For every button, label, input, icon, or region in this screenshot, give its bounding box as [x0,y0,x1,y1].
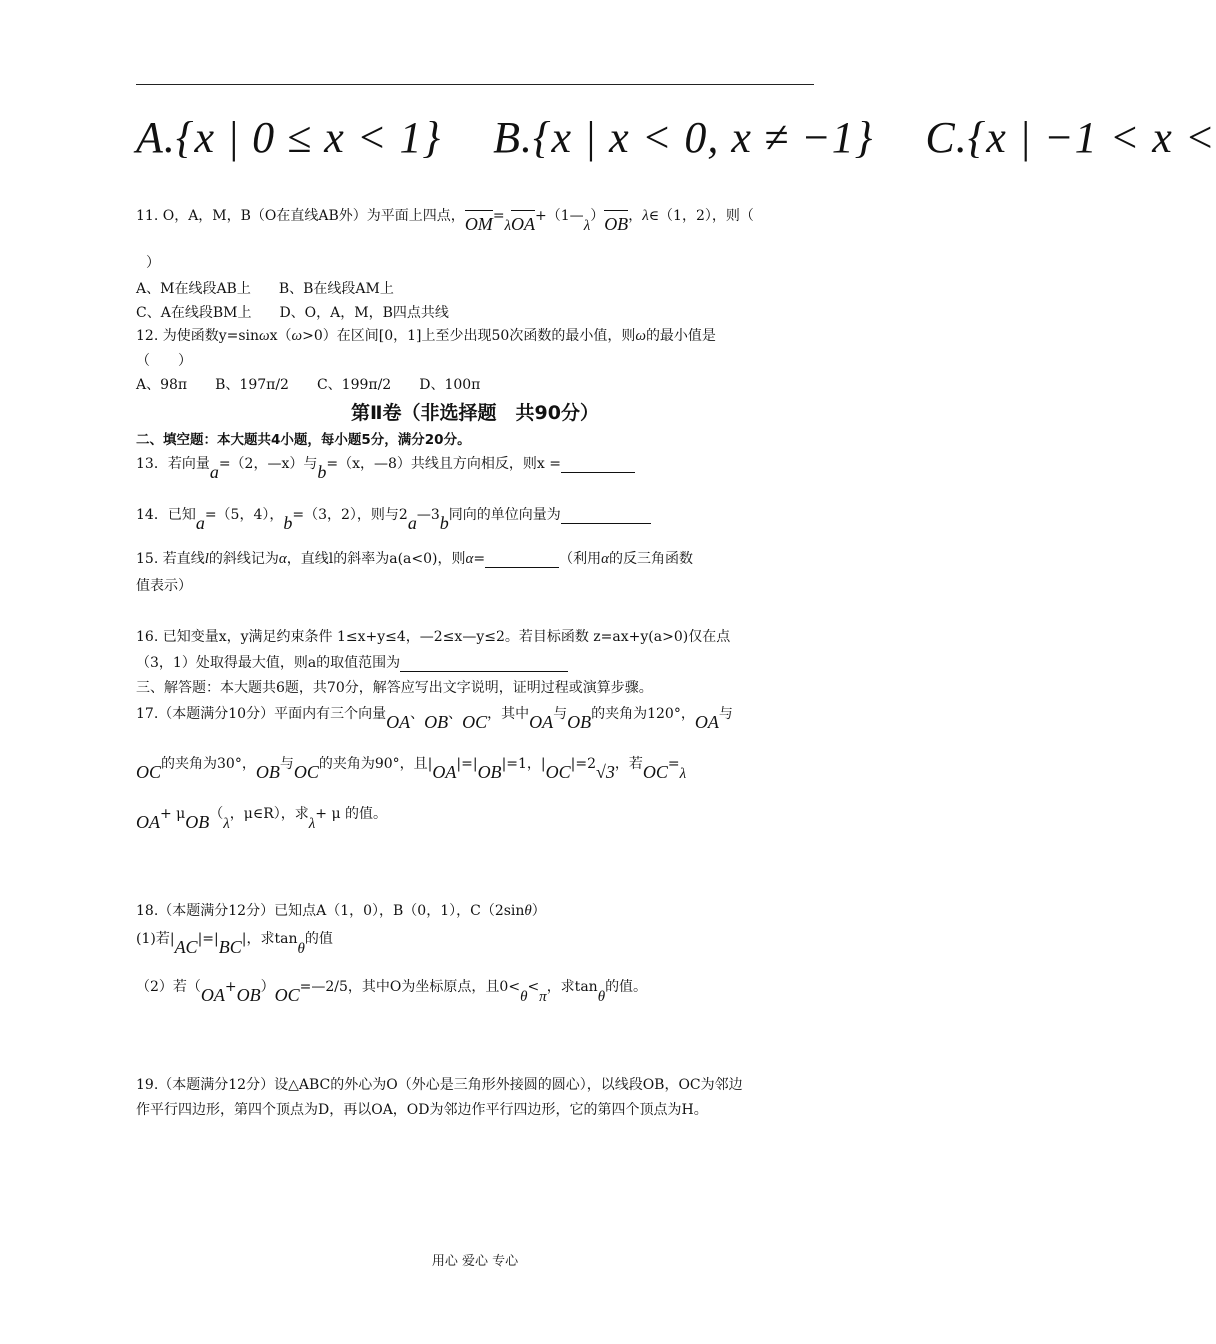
vector-a: a [209,462,219,482]
q17-line2: OC的夹角为30°，OB与OC的夹角为90°，且|OA|=|OB|=1，|OC|=2√3，若OC=λ [136,756,687,782]
vector-b: b [317,462,327,482]
vector-om: OM [464,214,493,234]
answer-blank[interactable] [485,553,559,568]
q15-line1: 15. 若直线l的斜线记为α，直线l的斜率为a(a<0)，则α= （利用α的反三角函数 [136,551,693,567]
q13-line: 13．若向量a=（2，—x）与b=（x，—8）共线且方向相反，则x = [136,452,635,473]
section-2-title: 第Ⅱ卷（非选择题 共90分） [351,402,599,424]
q19-line2: 作平行四边形，第四个顶点为D，再以OA，OD为邻边作平行四边形，它的第四个顶点为H。 [136,1102,708,1118]
q12-line1: 12. 为使函数y=sinωx（ω>0）在区间[0，1]上至少出现50次函数的最小值，则ω的最小值是 [136,328,716,344]
option-a-set: A.{x | 0 ≤ x < 1} [136,113,442,162]
q14-line: 14．已知a=（5，4），b=（3，2），则与2a—3b同向的单位向量为 [136,503,651,524]
section-3-header: 三、解答题：本大题共6题，共70分，解答应写出文字说明，证明过程或演算步骤。 [136,680,653,696]
fill-in-header: 二、填空题：本大题共4小题，每小题5分，满分20分。 [136,432,471,448]
q17-line1: 17.（本题满分10分）平面内有三个向量OA、OB、OC，其中OA与OB的夹角为120°，OA与 [136,706,733,732]
q12-paren: （ ） [136,353,192,369]
q18-line1: 18.（本题满分12分）已知点A（1，0），B（0，1），C（2sinθ） [136,903,546,919]
q11-options-ab: A、M在线段AB上 B、B在线段AM上 [136,281,394,297]
q11-options-cd: C、A在线段BM上 D、O，A，M，B四点共线 [136,305,449,321]
q15-line2: 值表示） [136,578,192,594]
answer-blank[interactable] [561,458,635,473]
answer-blank[interactable] [561,509,651,524]
option-b-set: B.{x | x < 0, x ≠ −1} [493,113,874,162]
q18-part2: （2）若（OA+OB）OC=—2/5，其中O为坐标原点，且0<θ<π，求tanθ的值。 [136,979,648,1005]
vector-oa: OA [511,214,536,234]
vector-ob: OB [604,214,629,234]
q12-options: A、98π B、197π/2 C、199π/2 D、100π [136,377,481,393]
page-footer: 用心 爱心 专心 [431,1254,519,1269]
q16-line1: 16. 已知变量x，y满足约束条件 1≤x+y≤4，—2≤x—y≤2。若目标函数 z=ax+y(a>0)仅在点 [136,629,731,645]
q19-line1: 19.（本题满分12分）设△ABC的外心为O（外心是三角形外接圆的圆心），以线段OB，OC为邻边 [136,1077,743,1093]
q11-paren: ） [146,255,160,271]
header-rule [136,84,814,85]
answer-blank[interactable] [400,657,568,672]
q17-line3: OA+ μOB（λ，μ∈R），求λ+ μ 的值。 [136,806,388,832]
q11-line1: 11. O，A，M，B（O在直线AB外）为平面上四点，OM=λOA+（1—λ）OB，λ∈（1，2），则（ [136,208,754,234]
q16-line2: （3，1）处取得最大值，则a的取值范围为 [136,652,568,672]
option-c-set: C.{x | −1 < x < [925,113,1216,162]
answer-options-image [136,112,1216,163]
q18-part1: (1)若|AC|=|BC|，求tanθ的值 [136,931,333,957]
